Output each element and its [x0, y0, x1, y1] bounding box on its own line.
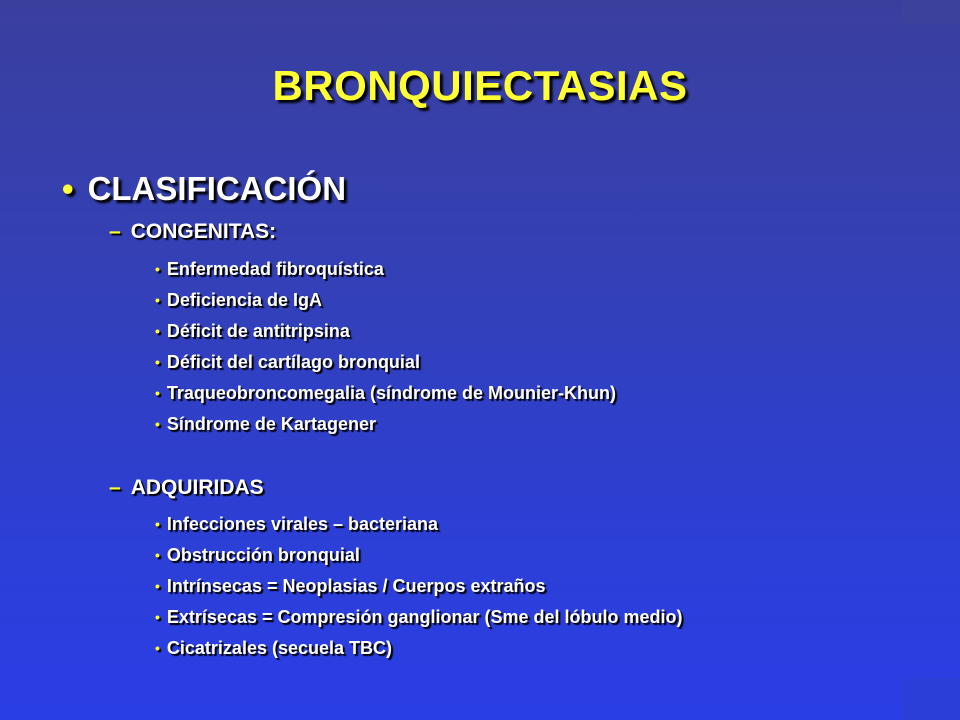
list-item: • Déficit del cartílago bronquial: [155, 352, 420, 372]
list-item: • Cicatrizales (secuela TBC): [155, 638, 392, 658]
section-dash: –: [109, 476, 121, 499]
list-item: • Traqueobroncomegalia (síndrome de Mounier-Khun): [155, 383, 616, 403]
corner-decoration-bottom: [902, 678, 960, 720]
list-item: • Síndrome de Kartagener: [155, 414, 376, 434]
congenitas-list: [155, 254, 616, 440]
list-item: • Infecciones virales – bacteriana: [155, 514, 439, 534]
section-congenitas-label: [109, 220, 276, 244]
bullet-dot: •: [155, 261, 160, 277]
bullet-dot: •: [155, 385, 160, 401]
bullet-dot: •: [155, 323, 160, 339]
bullet-dot: •: [155, 640, 160, 656]
section-dash: –: [109, 220, 121, 243]
list-item: • Enfermedad fibroquística: [155, 259, 384, 279]
bullet-dot: •: [155, 292, 160, 308]
bullet-dot: •: [155, 354, 160, 370]
list-item: • Extrísecas = Compresión ganglionar (Sme del lóbulo medio): [155, 607, 683, 627]
bullet-dot: •: [155, 416, 160, 432]
section-adquiridas-label: [109, 476, 264, 500]
bullet-dot: •: [155, 609, 160, 625]
list-item: • Deficiencia de IgA: [155, 290, 322, 310]
list-item: • Intrínsecas = Neoplasias / Cuerpos extraños: [155, 576, 546, 596]
list-item: • Obstrucción bronquial: [155, 545, 360, 565]
bullet-dot: •: [155, 547, 160, 563]
bullet-dot: •: [155, 516, 160, 532]
adquiridas-list: [155, 509, 683, 664]
heading-clasificacion: [62, 170, 346, 208]
heading-text: CLASIFICACIÓN: [87, 170, 347, 207]
corner-decoration-top: [902, 0, 960, 24]
section-label: ADQUIRIDAS: [130, 476, 264, 499]
slide-title: BRONQUIECTASIAS: [272, 62, 688, 109]
heading-bullet: •: [62, 170, 74, 207]
section-label: CONGENITAS:: [130, 220, 277, 243]
bullet-dot: •: [155, 578, 160, 594]
list-item: • Déficit de antitripsina: [155, 321, 350, 341]
